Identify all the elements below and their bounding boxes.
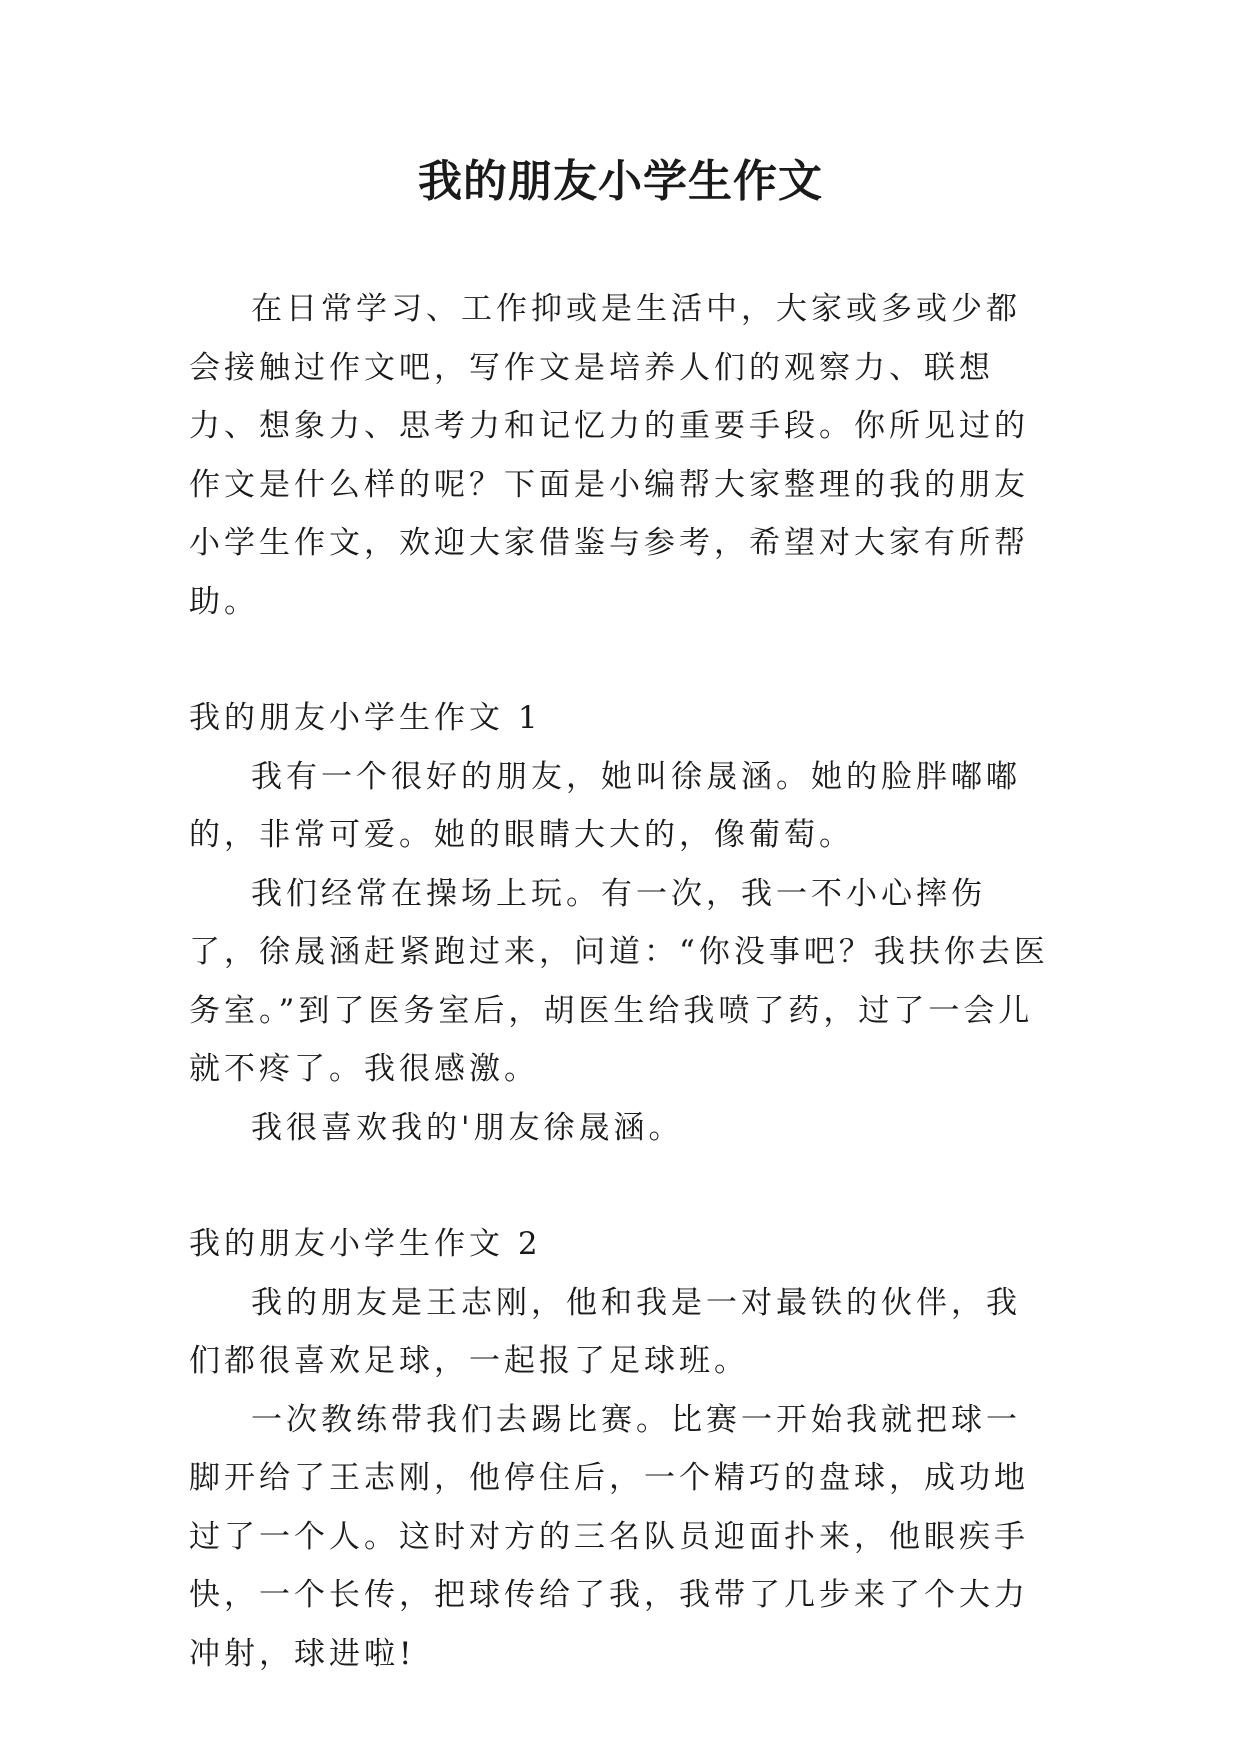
section-2-paragraph-1: 我的朋友是王志刚，他和我是一对最铁的伙伴，我们都很喜欢足球，一起报了足球班。 <box>189 1284 1021 1379</box>
section-heading-2: 我的朋友小学生作文 2 <box>189 1226 542 1262</box>
document-title: 我的朋友小学生作文 <box>418 156 823 207</box>
intro-paragraph: 在日常学习、工作抑或是生活中，大家或多或少都会接触过作文吧，写作文是培养人们的观察力、联想力、想象力、思考力和记忆力的重要手段。你所见过的作文是什么样的呢？下面是小编帮大家整理的我的朋友小学生作文，欢迎大家借鉴与参考，希望对大家有所帮助。 <box>189 291 1029 620</box>
section-1-paragraph-3: 我很喜欢我的'朋友徐晟涵。 <box>251 1109 684 1146</box>
section-1-paragraph-1: 我有一个很好的朋友，她叫徐晟涵。她的脸胖嘟嘟的，非常可爱。她的眼睛大大的，像葡萄。 <box>189 758 1021 853</box>
section-heading-1: 我的朋友小学生作文 1 <box>189 700 542 736</box>
section-1-paragraph-2: 我们经常在操场上玩。有一次，我一不小心摔伤了，徐晟涵赶紧跑过来，问道：“你没事吧？我扶你去医务室。”到了医务室后，胡医生给我喷了药，过了一会儿就不疼了。我很感激。 <box>189 875 1049 1087</box>
document-body <box>189 280 1049 1683</box>
section-2-paragraph-2: 一次教练带我们去踢比赛。比赛一开始我就把球一脚开给了王志刚，他停住后，一个精巧的盘球，成功地过了一个人。这时对方的三名队员迎面扑来，他眼疾手快，一个长传，把球传给了我，我带了几步来了个大力冲射，球进啦! <box>189 1401 1029 1672</box>
